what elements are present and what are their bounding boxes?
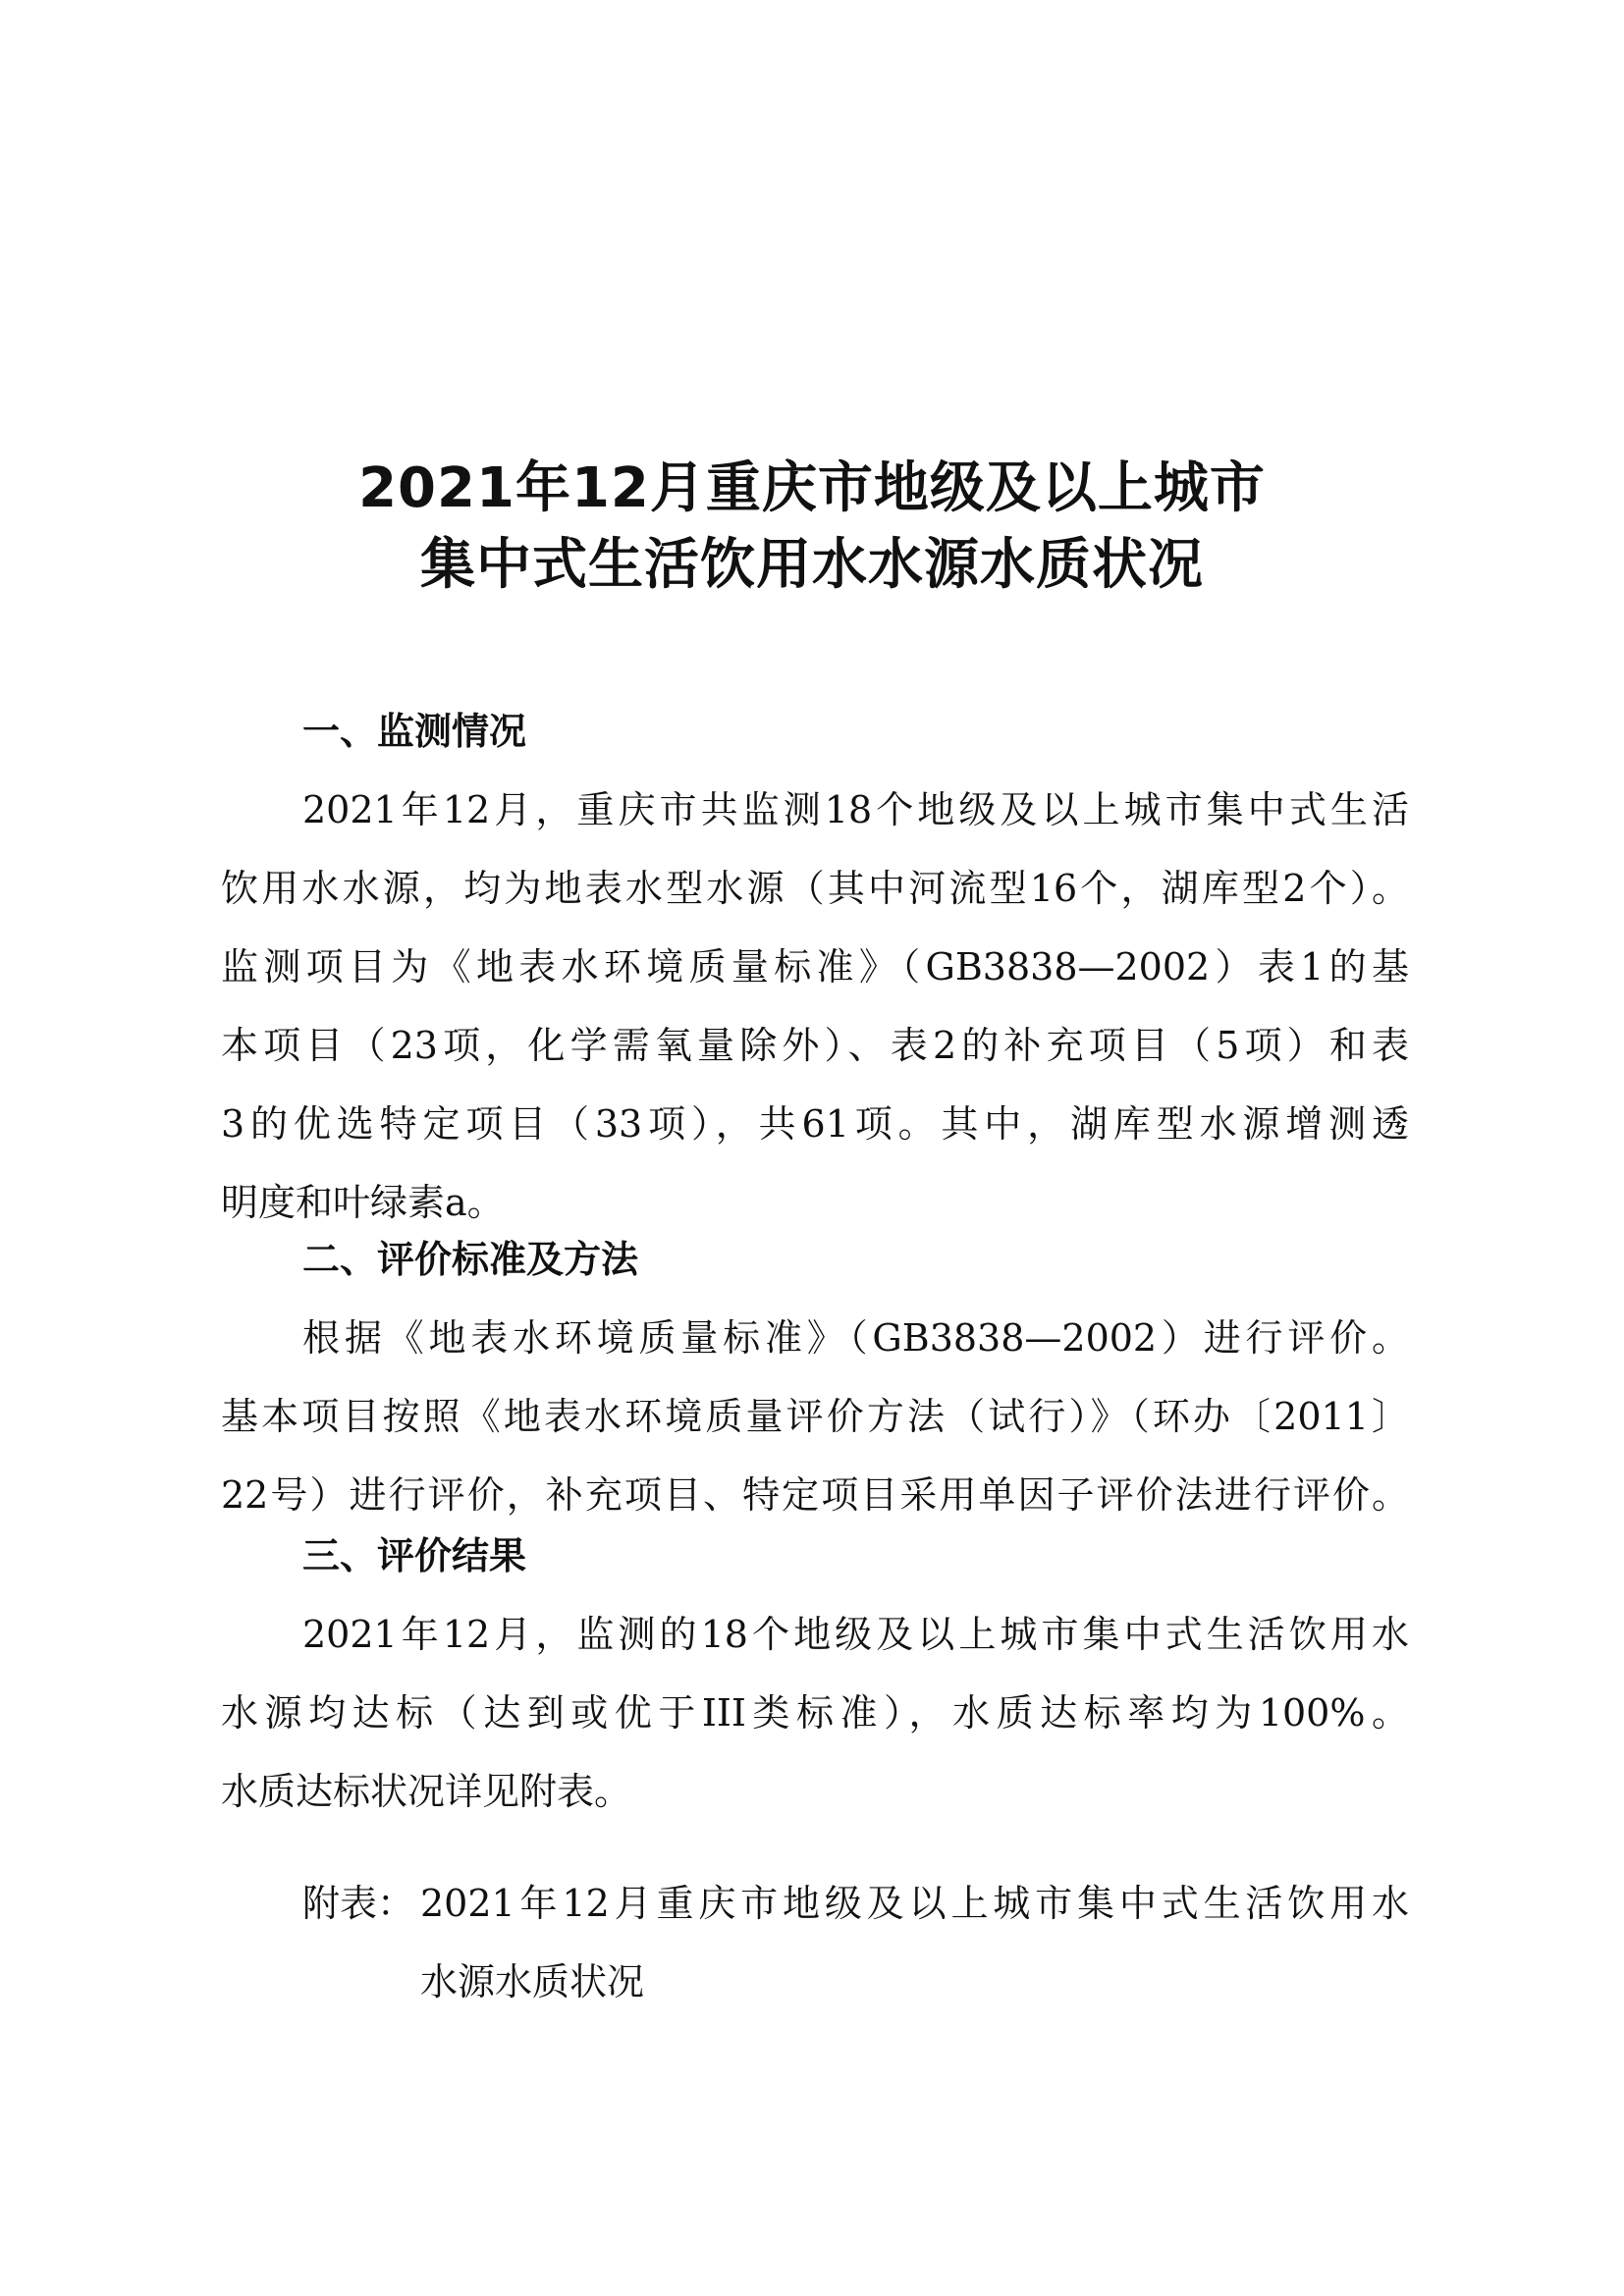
appendix-title-line-2: 水源水质状况 — [420, 1960, 645, 2003]
paragraph-line: 水源均达标（达到或优于III类标准），水质达标率均为100%。 — [221, 1691, 1409, 1735]
paragraph-line: 监测项目为《地表水环境质量标准》（GB3838—2002）表1的基 — [221, 945, 1409, 988]
paragraph-line: 3的优选特定项目（33项），共61项。其中，湖库型水源增测透 — [221, 1102, 1409, 1146]
paragraph-line: 2021年12月，监测的18个地级及以上城市集中式生活饮用水 — [302, 1613, 1409, 1656]
appendix-label: 附表： — [302, 1882, 415, 1925]
paragraph-line: 2021年12月，重庆市共监测18个地级及以上城市集中式生活 — [302, 788, 1409, 831]
section-heading-evaluation-standard: 二、评价标准及方法 — [302, 1238, 639, 1281]
paragraph-line: 基本项目按照《地表水环境质量评价方法（试行）》（环办〔2011〕 — [221, 1395, 1409, 1438]
paragraph-line: 明度和叶绿素a。 — [221, 1181, 505, 1224]
paragraph-line: 水质达标状况详见附表。 — [221, 1770, 632, 1813]
document-title-line-1: 2021年12月重庆市地级及以上城市 — [358, 456, 1266, 520]
paragraph-line: 饮用水水源，均为地表水型水源（其中河流型16个，湖库型2个）。 — [221, 867, 1409, 910]
paragraph-line: 根据《地表水环境质量标准》（GB3838—2002）进行评价。 — [302, 1316, 1409, 1360]
section-heading-monitoring: 一、监测情况 — [302, 710, 527, 753]
paragraph-line: 本项目（23项，化学需氧量除外）、表2的补充项目（5项）和表 — [221, 1024, 1409, 1067]
document-title-line-2: 集中式生活饮用水水源水质状况 — [420, 533, 1204, 597]
appendix-title-line-1: 2021年12月重庆市地级及以上城市集中式生活饮用水 — [420, 1882, 1409, 1925]
paragraph-line: 22号）进行评价，补充项目、特定项目采用单因子评价法进行评价。 — [221, 1473, 1409, 1517]
section-heading-evaluation-result: 三、评价结果 — [302, 1534, 527, 1577]
